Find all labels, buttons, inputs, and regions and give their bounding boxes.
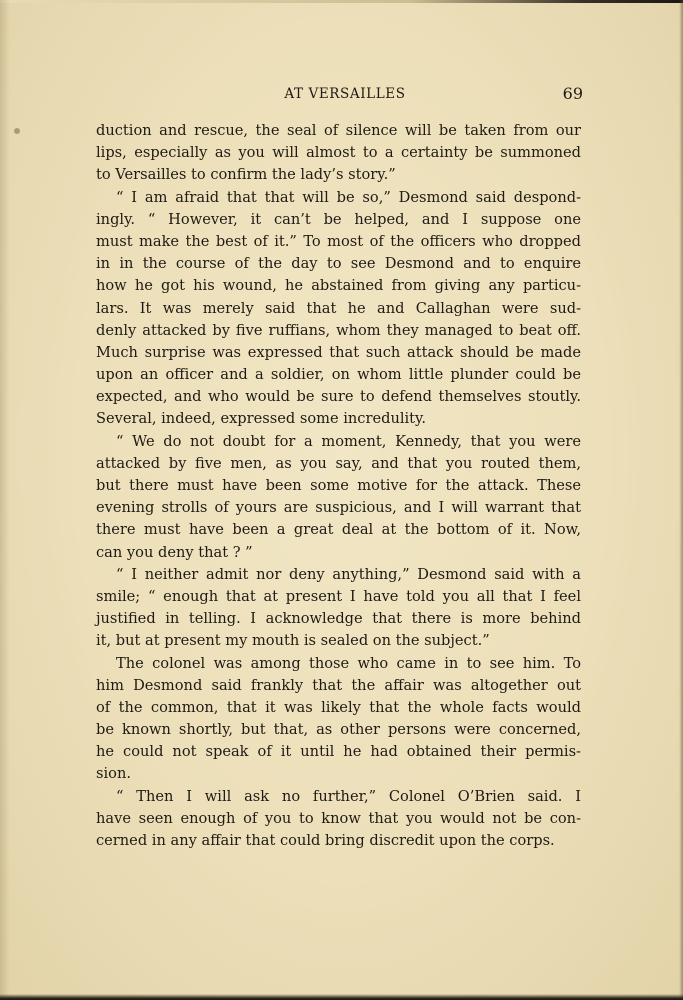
text-line: but there must have been some motive for the attack. These [96, 477, 581, 494]
text-line: be known shortly, but that, as other persons were concerned, [96, 721, 581, 739]
page-number: 69 [562, 84, 583, 103]
page-right-shadow [679, 0, 683, 1000]
text-line: lars. It was merely said that he and Callaghan were sud- [96, 299, 581, 317]
text-line: “ Then I will ask no further,” Colonel O’Brien said. I [116, 787, 581, 805]
page-left-shadow [0, 0, 10, 1000]
text-line: “ I am afraid that that will be so,” Desmond said despond- [116, 188, 581, 206]
text-line: to Versailles to confirm the lady’s story.” [96, 166, 396, 184]
text-line: ingly. “ However, it can’t be helped, and I suppose one [96, 210, 581, 228]
text-line: he could not speak of it until he had obtained their permis- [96, 743, 581, 761]
text-line: smile; “ enough that at present I have told you all that I feel [96, 587, 581, 605]
text-line: “ I neither admit nor deny anything,” Desmond said with a [116, 565, 581, 583]
text-line: have seen enough of you to know that you would not be con- [96, 809, 581, 827]
text-line: expected, and who would be sure to defend themselves stoutly. [96, 388, 581, 406]
text-line: denly attacked by five ruffians, whom they managed to beat off. [96, 321, 581, 339]
running-head [0, 84, 683, 108]
text-line: how he got his wound, he abstained from giving any particu- [96, 277, 581, 295]
body-text [96, 120, 581, 852]
text-line: The colonel was among those who came in to see him. To [116, 654, 581, 672]
page-bottom-edge [0, 994, 683, 1000]
text-line: can you deny that ? ” [96, 543, 253, 561]
running-title: AT VERSAILLES [284, 86, 406, 102]
text-line: evening strolls of yours are suspicious, and I will warrant that [96, 499, 581, 517]
text-line: of the common, that it was likely that the whole facts would [96, 698, 581, 716]
text-line: must make the best of it.” To most of the officers who dropped [96, 232, 581, 250]
text-line: upon an officer and a soldier, on whom little plunder could be [96, 366, 581, 384]
text-line: Several, indeed, expressed some incredulity. [96, 410, 426, 428]
text-line: attacked by five men, as you say, and that you routed them, [96, 454, 581, 472]
text-line: sion. [96, 765, 131, 783]
text-line: him Desmond said frankly that the affair was altogether out [96, 676, 581, 694]
text-line: lips, especially as you will almost to a certainty be summoned [96, 144, 581, 162]
text-line: there must have been a great deal at the bottom of it. Now, [96, 521, 581, 539]
text-line: justified in telling. I acknowledge that there is more behind [96, 610, 581, 628]
text-line: it, but at present my mouth is sealed on the subject.” [96, 632, 490, 650]
page-top-edge [0, 0, 683, 3]
paper-speck [14, 128, 20, 134]
text-line: duction and rescue, the seal of silence will be taken from our [96, 122, 581, 139]
text-line: cerned in any affair that could bring discredit upon the corps. [96, 832, 555, 849]
text-line: Much surprise was expressed that such attack should be made [96, 343, 581, 361]
text-line: in in the course of the day to see Desmond and to enquire [96, 255, 581, 273]
text-line: “ We do not doubt for a moment, Kennedy, that you were [116, 432, 581, 450]
